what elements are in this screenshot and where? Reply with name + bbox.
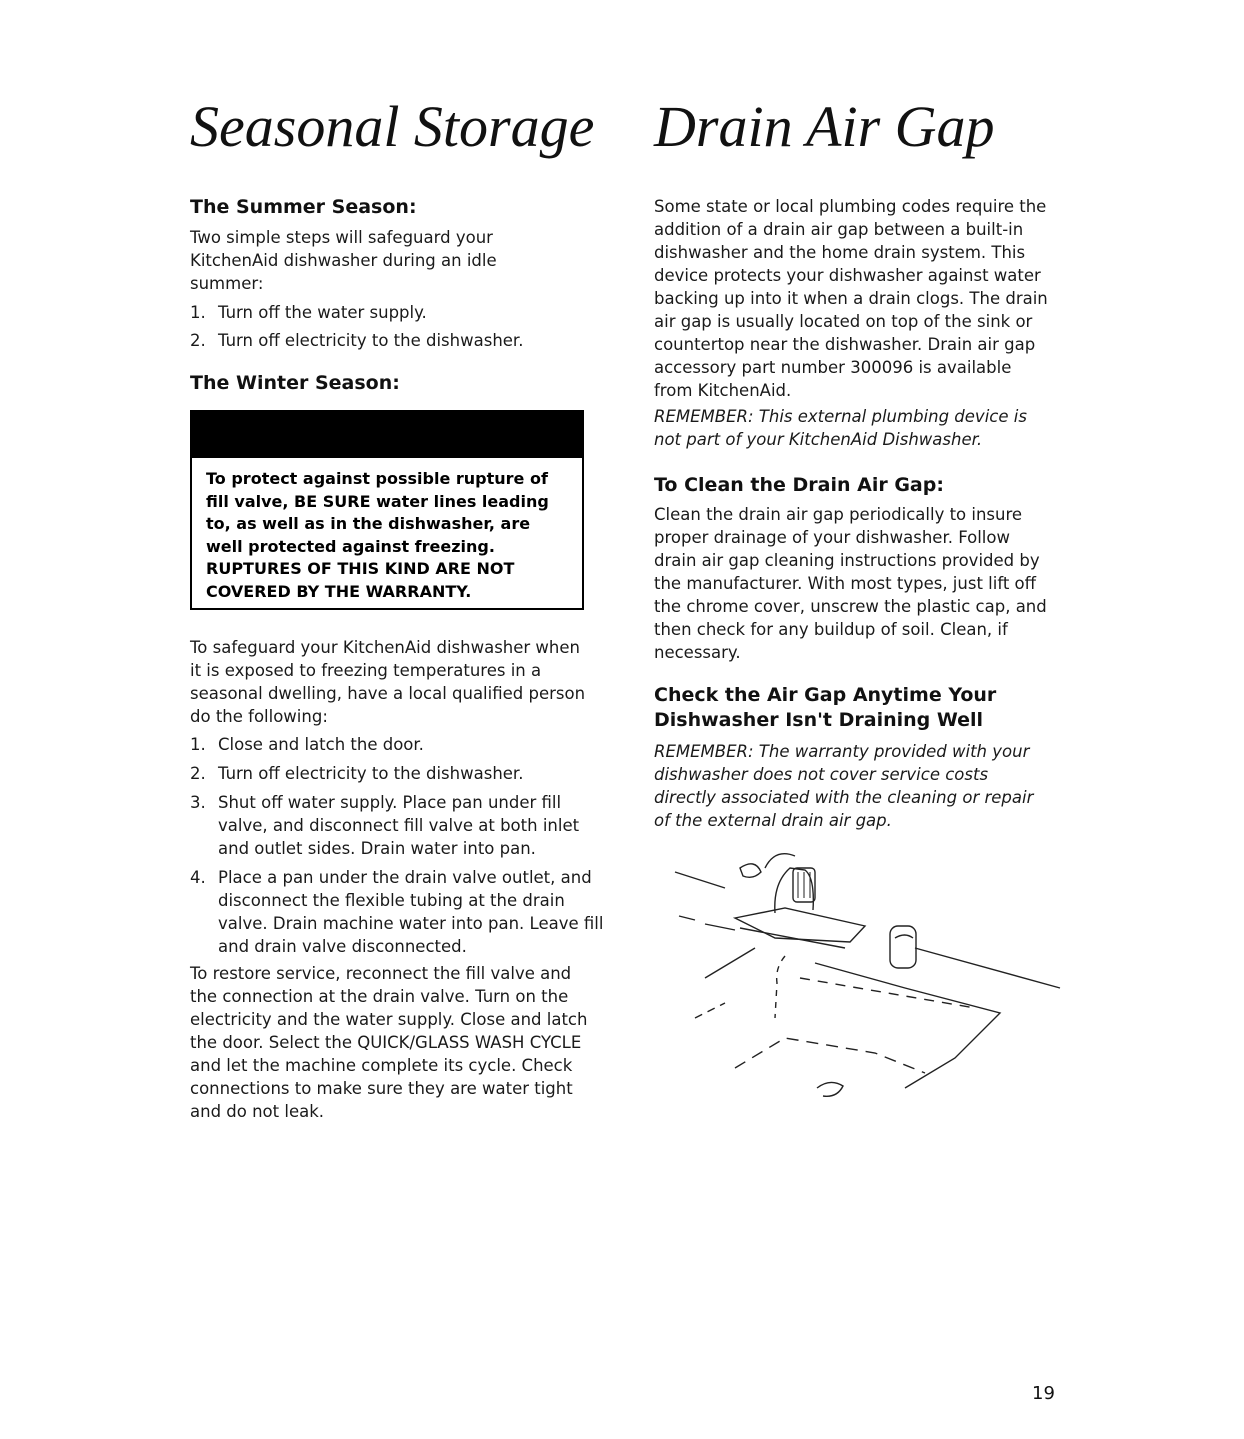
check-air-gap-heading: Check the Air Gap Anytime Your Dishwasher Isn't Draining Well: [654, 684, 997, 731]
clean-air-gap-text: Clean the drain air gap periodically to insure proper drainage of your dishwasher. Follow drain air gap cleaning instructions provided by the manufacturer. With most types, just lift off the chrome cover, unscrew the plastic cap, and then check for any buildup of soil. Clean, if necessary.: [654, 505, 1047, 662]
sink-side: [695, 1003, 725, 1018]
list-item: [190, 791, 610, 860]
clean-air-gap-heading: To Clean the Drain Air Gap:: [654, 474, 944, 496]
sink-edge: [705, 948, 755, 978]
seasonal-storage-title: Seasonal Storage: [190, 94, 595, 159]
winter-steps-list: [190, 733, 610, 964]
step-number: 1.: [190, 735, 206, 754]
list-item: [190, 301, 590, 324]
countertop-line: [705, 924, 735, 930]
knob-grip: [798, 872, 810, 898]
step-number: 4.: [190, 868, 206, 887]
restore-service-text: To restore service, reconnect the fill valve and the connection at the drain valve. Turn on the electricity and the water supply. Close and latch the door. Select the QUICK/GLASS WASH CYCLE and let the machine complete its cycle. Check connections to make sure they are water tight and do not leak.: [190, 964, 588, 1121]
sink-inner-wall: [775, 956, 785, 1018]
step-text: Shut off water supply. Place pan under fill valve, and disconnect fill valve at both inlet and outlet sides. Drain water into pan.: [218, 793, 580, 858]
step-number: 2.: [190, 331, 206, 350]
summer-season-heading: The Summer Season:: [190, 196, 417, 218]
sink-bottom: [735, 1038, 925, 1073]
list-item: [190, 762, 610, 785]
step-number: 2.: [190, 764, 206, 783]
warning-text: To protect against possible rupture of fill valve, BE SURE water lines leading to, as well as in the dishwasher, are well protected against freezing. RUPTURES OF THIS KIND ARE NOT COVERED BY THE WARRANTY.: [206, 469, 549, 601]
winter-season-intro: To safeguard your KitchenAid dishwasher when it is exposed to freezing temperatures in a seasonal dwelling, have a local qualified person do the following:: [190, 638, 586, 726]
step-text: Turn off the water supply.: [218, 303, 427, 322]
step-text: Close and latch the door.: [218, 735, 424, 754]
sink-drain: [817, 1082, 843, 1096]
faucet-base-edge: [740, 928, 845, 948]
countertop-line: [915, 948, 1060, 988]
step-number: 1.: [190, 303, 206, 322]
step-text: Turn off electricity to the dishwasher.: [218, 764, 524, 783]
sink-air-gap-illustration: [665, 838, 1065, 1113]
step-number: 3.: [190, 793, 206, 812]
remember-note-2: REMEMBER: The warranty provided with your dishwasher does not cover service costs directly associated with the cleaning or repair of the external drain air gap.: [654, 742, 1034, 830]
step-text: Place a pan under the drain valve outlet, and disconnect the flexible tubing at the drain valve. Drain machine water into pan. Leave fill and drain valve disconnected.: [218, 868, 604, 956]
list-item: [190, 866, 610, 958]
step-text: Turn off electricity to the dishwasher.: [218, 331, 524, 350]
page-number: 19: [1032, 1383, 1055, 1404]
faucet-base-plate: [735, 908, 865, 942]
warning-header-bar: [192, 412, 582, 458]
faucet-spout: [740, 864, 761, 878]
air-gap-cap-top: [895, 935, 913, 938]
warning-box: [190, 410, 584, 610]
air-gap-intro: Some state or local plumbing codes require the addition of a drain air gap between a built-in dishwasher and the home drain system. This device protects your dishwasher against water backing up into it when a drain clogs. The drain air gap is usually located on top of the sink or countertop near the dishwasher. Drain air gap accessory part number 300096 is available from KitchenAid.: [654, 197, 1048, 400]
sink-rim: [815, 963, 1000, 1088]
countertop-line: [675, 872, 725, 888]
list-item: [190, 733, 610, 756]
countertop-line: [679, 916, 695, 920]
air-gap-cap: [890, 926, 916, 968]
drain-air-gap-title: Drain Air Gap: [654, 94, 995, 159]
winter-season-heading: The Winter Season:: [190, 372, 400, 394]
summer-season-intro: Two simple steps will safeguard your KitchenAid dishwasher during an idle summer:: [190, 228, 497, 293]
faucet-body: [775, 868, 814, 913]
summer-steps-list: [190, 301, 590, 357]
list-item: [190, 329, 590, 352]
remember-note-1: REMEMBER: This external plumbing device is not part of your KitchenAid Dishwasher.: [654, 407, 1027, 449]
faucet-handle: [765, 854, 795, 868]
